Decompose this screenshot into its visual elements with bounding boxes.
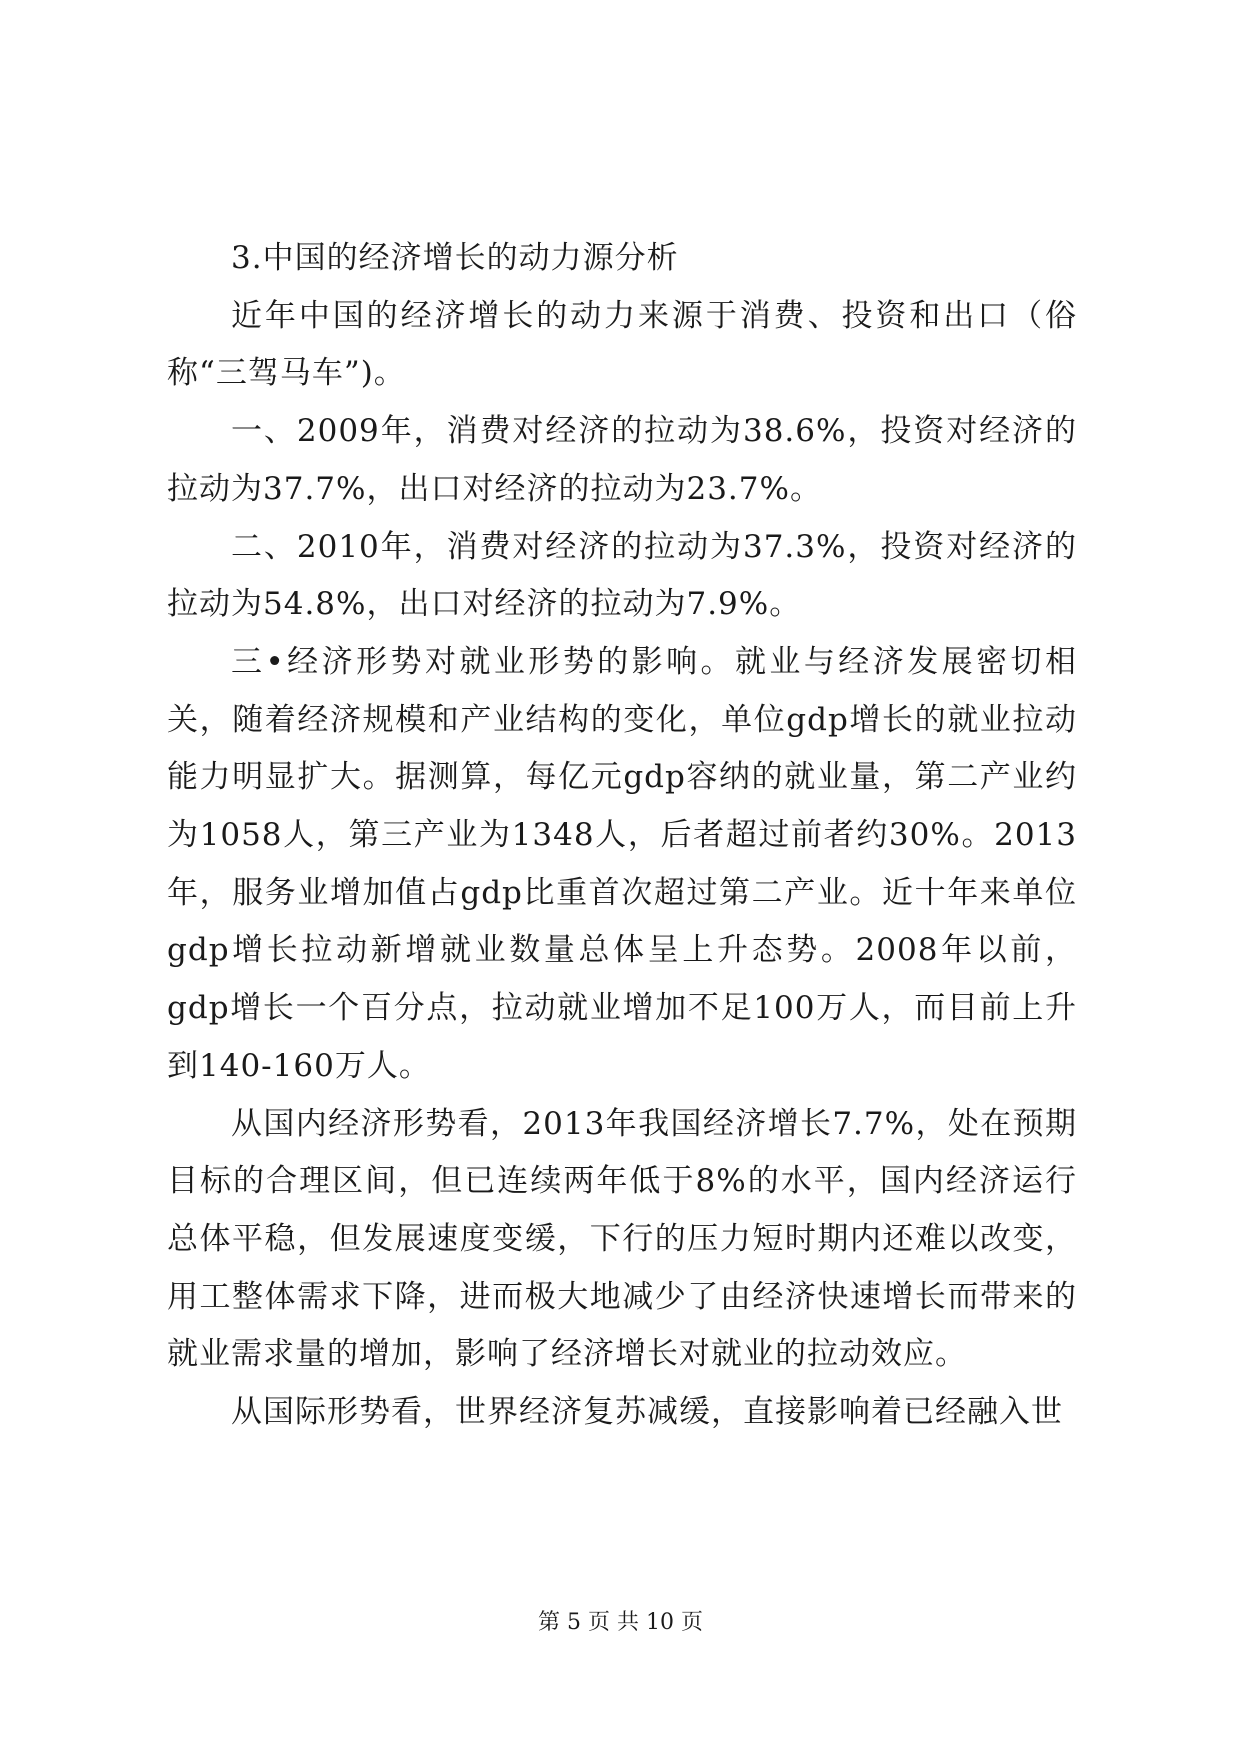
paragraph-domestic-situation: 从国内经济形势看，2013年我国经济增长7.7%，处在预期目标的合理区间，但已连续两年低于8%的水平，国内经济运行总体平稳，但发展速度变缓，下行的压力短时期内还难以改变，用工整体需求下降，进而极大地减少了由经济快速增长而带来的就业需求量的增加，影响了经济增长对就业的拉动效应。 — [167, 1105, 1077, 1373]
section-heading: 3.中国的经济增长的动力源分析 — [231, 240, 679, 276]
page-number-label: 第 5 页 共 10 页 — [538, 1610, 703, 1635]
paragraph-international-situation: 从国际形势看，世界经济复苏减缓，直接影响着已经融入世 — [231, 1394, 1063, 1431]
paragraph-2010: 二、2010年，消费对经济的拉动为37.3%，投资对经济的拉动为54.8%，出口对经济的拉动为7.9%。 — [167, 528, 1077, 623]
paragraph-employment-impact: 三•经济形势对就业形势的影响。就业与经济发展密切相关，随着经济规模和产业结构的变化，单位gdp增长的就业拉动能力明显扩大。据测算，每亿元gdp容纳的就业量，第二产业约为1058人，第三产业为1348人，后者超过前者约30%。2013年，服务业增加值占gdp比重首次超过第二产业。近十年来单位gdp增长拉动新增就业数量总体呈上升态势。2008年以前，gdp增长一个百分点，拉动就业增加不足100万人，而目前上升到140-160万人。 — [167, 643, 1077, 1084]
paragraph-2009: 一、2009年，消费对经济的拉动为38.6%，投资对经济的拉动为37.7%，出口对经济的拉动为23.7%。 — [167, 413, 1077, 507]
page-footer — [0, 1605, 1241, 1636]
document-body — [167, 230, 1077, 1442]
paragraph-intro: 近年中国的经济增长的动力来源于消费、投资和出口（俗称“三驾马车”)。 — [167, 297, 1077, 392]
